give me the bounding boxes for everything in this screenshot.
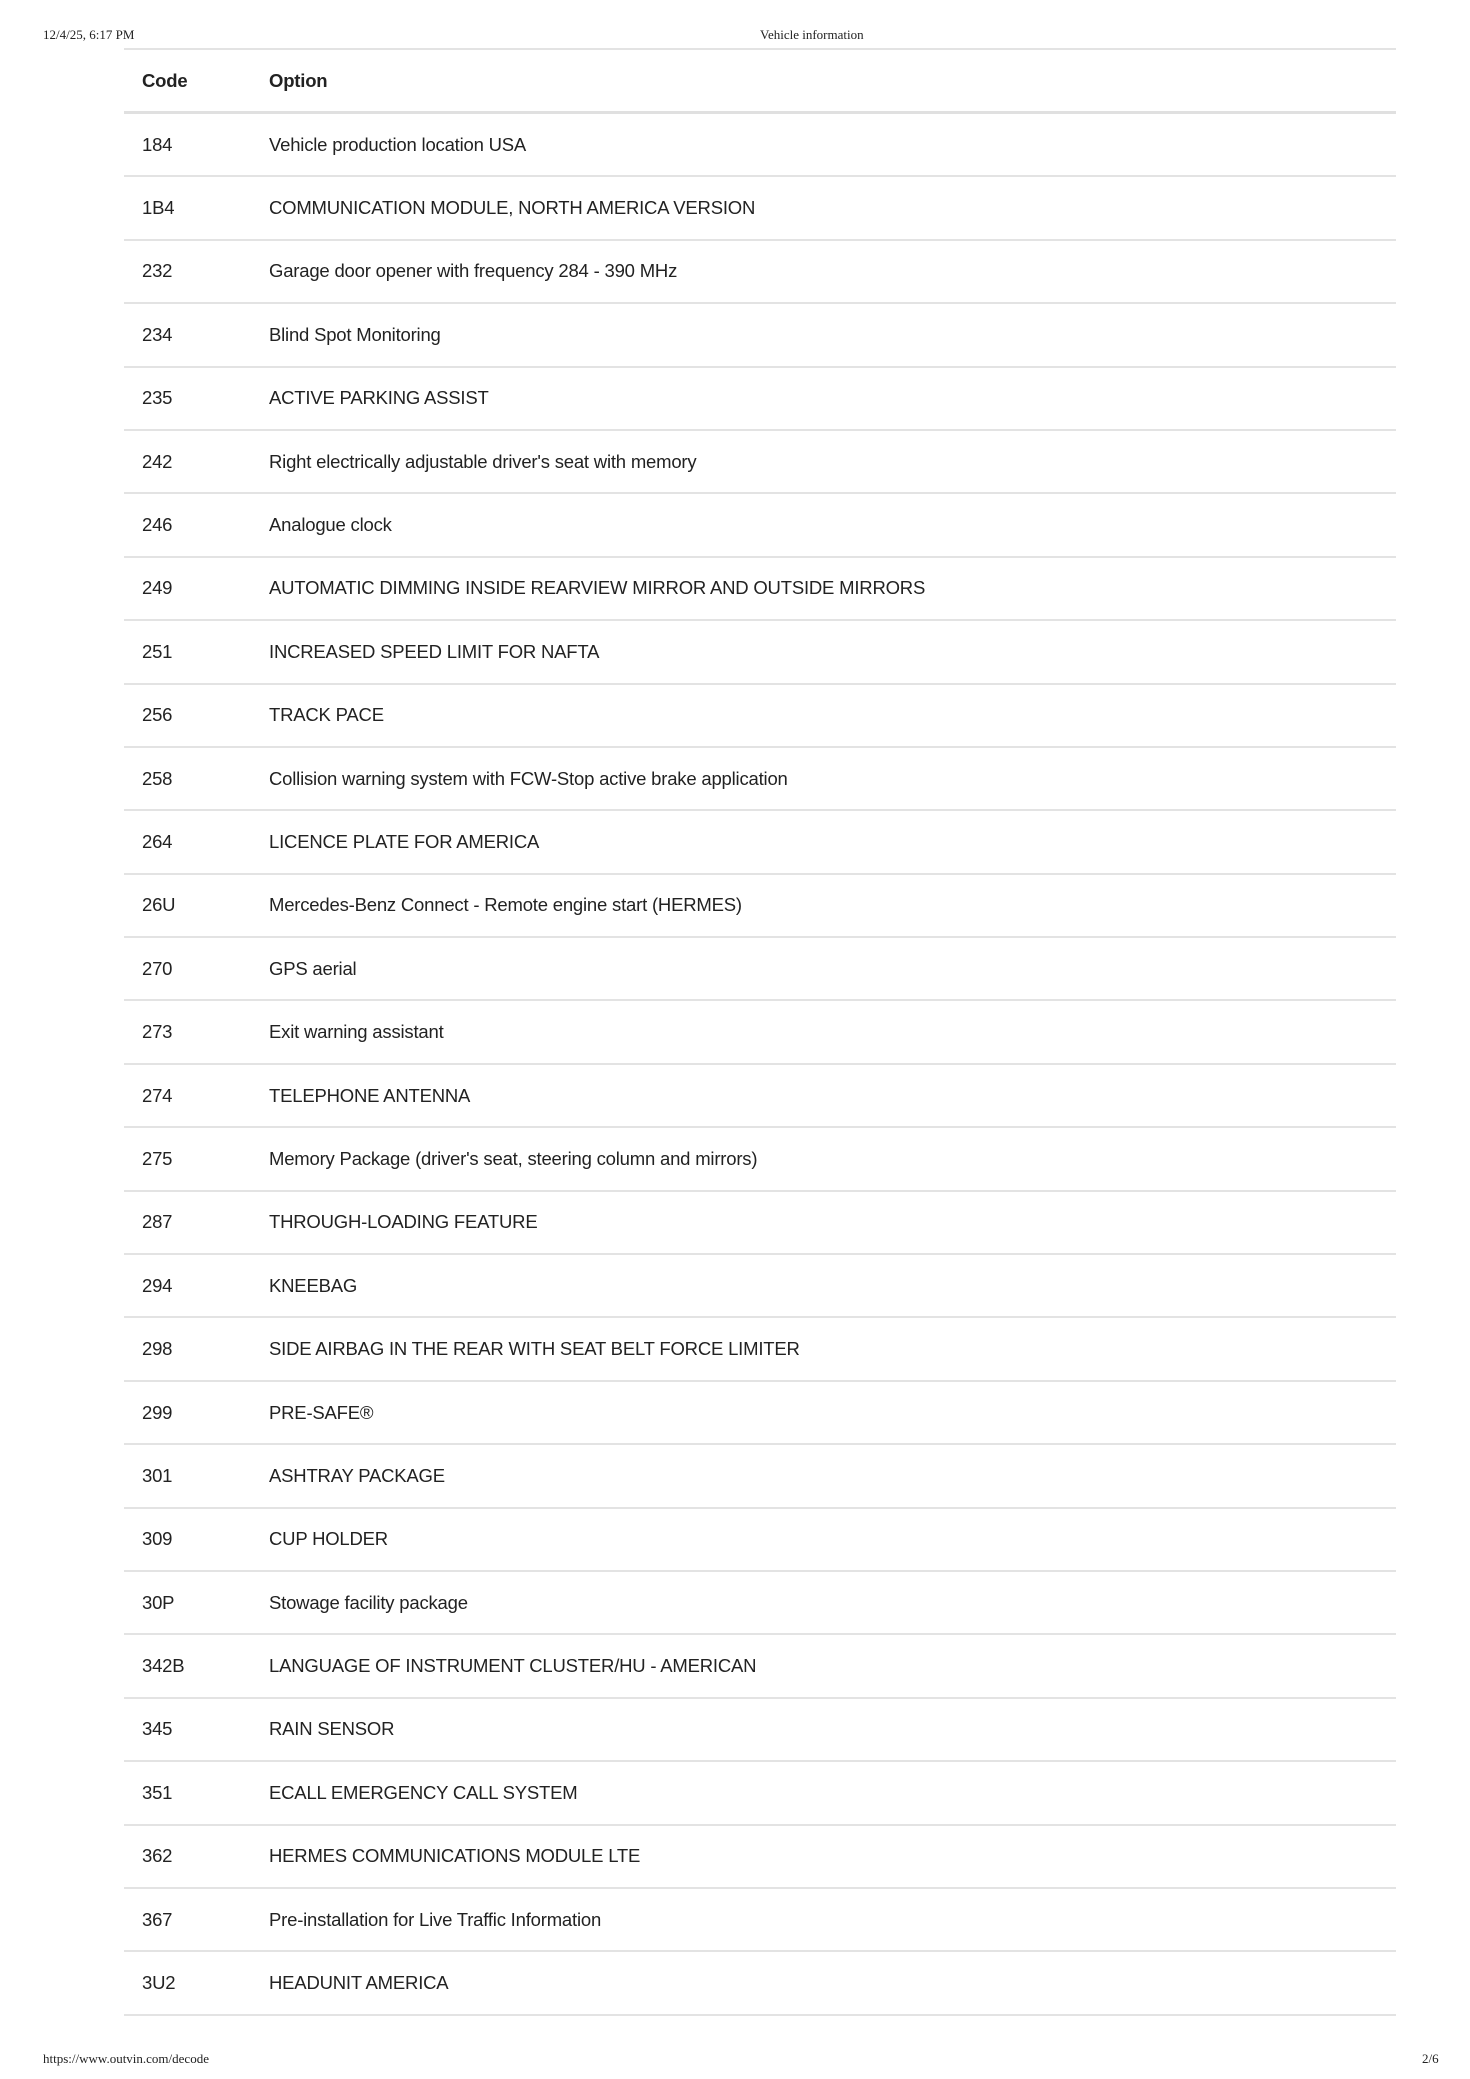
column-header-code: Code [142, 69, 188, 91]
option-code: 256 [142, 704, 173, 726]
option-description: Blind Spot Monitoring [269, 323, 441, 345]
option-code: 342B [142, 1655, 185, 1677]
option-code: 235 [142, 387, 173, 409]
table-row [124, 241, 1396, 304]
table-row [124, 1889, 1396, 1952]
column-header-option: Option [269, 69, 328, 91]
option-description: ACTIVE PARKING ASSIST [269, 387, 489, 409]
option-code: 367 [142, 1908, 173, 1930]
option-code: 275 [142, 1147, 173, 1169]
option-description: TRACK PACE [269, 704, 384, 726]
option-code: 249 [142, 577, 173, 599]
option-code: 1B4 [142, 197, 175, 219]
table-row [124, 1382, 1396, 1445]
option-code: 246 [142, 514, 173, 536]
option-description: ASHTRAY PACKAGE [269, 1464, 445, 1486]
option-description: COMMUNICATION MODULE, NORTH AMERICA VERSION [269, 197, 756, 219]
table-row [124, 1065, 1396, 1128]
table-header-row [124, 50, 1396, 114]
option-description: LICENCE PLATE FOR AMERICA [269, 830, 540, 852]
table-row [124, 1952, 1396, 2015]
option-code: 301 [142, 1464, 173, 1486]
option-code: 362 [142, 1845, 173, 1867]
table-row [124, 1572, 1396, 1635]
table-row [124, 1128, 1396, 1191]
option-description: Mercedes-Benz Connect - Remote engine start (HERMES) [269, 894, 742, 916]
option-description: HEADUNIT AMERICA [269, 1972, 449, 1994]
option-description: Garage door opener with frequency 284 - 390 MHz [269, 260, 678, 282]
option-description: PRE-SAFE® [269, 1401, 374, 1423]
table-row [124, 1762, 1396, 1825]
option-code: 270 [142, 957, 173, 979]
page-url: https://www.outvin.com/decode [43, 2051, 209, 2066]
option-description: Exit warning assistant [269, 1021, 444, 1043]
option-description: GPS aerial [269, 957, 357, 979]
option-code: 351 [142, 1781, 173, 1803]
option-description: Analogue clock [269, 514, 392, 536]
option-code: 251 [142, 640, 173, 662]
table-row [124, 368, 1396, 431]
table-row [124, 1699, 1396, 1762]
option-description: Pre-installation for Live Traffic Information [269, 1908, 602, 1930]
option-description: SIDE AIRBAG IN THE REAR WITH SEAT BELT FORCE LIMITER [269, 1338, 800, 1360]
option-code: 309 [142, 1528, 173, 1550]
table-row [124, 938, 1396, 1001]
table-row [124, 1192, 1396, 1255]
table-row [124, 431, 1396, 494]
option-description: Vehicle production location USA [269, 133, 527, 155]
option-code: 30P [142, 1591, 175, 1613]
table-row [124, 1445, 1396, 1508]
option-code: 258 [142, 767, 173, 789]
option-description: RAIN SENSOR [269, 1718, 395, 1740]
option-description: CUP HOLDER [269, 1528, 388, 1550]
option-code: 264 [142, 830, 173, 852]
table-row [124, 114, 1396, 177]
table-row [124, 558, 1396, 621]
page-title: Vehicle information [760, 27, 864, 42]
table-row [124, 748, 1396, 811]
table-row [124, 685, 1396, 748]
option-code: 273 [142, 1021, 173, 1043]
option-description: Stowage facility package [269, 1591, 468, 1613]
print-date: 12/4/25, 6:17 PM [43, 27, 135, 42]
option-description: Memory Package (driver's seat, steering column and mirrors) [269, 1147, 758, 1169]
option-code: 232 [142, 260, 173, 282]
option-code: 345 [142, 1718, 173, 1740]
option-description: KNEEBAG [269, 1274, 358, 1296]
table-row [124, 1001, 1396, 1064]
options-table [124, 48, 1396, 2016]
table-row [124, 811, 1396, 874]
page-number: 2/6 [1422, 2051, 1439, 2066]
table-row [124, 1635, 1396, 1698]
option-code: 287 [142, 1211, 173, 1233]
option-code: 184 [142, 133, 173, 155]
option-code: 274 [142, 1084, 173, 1106]
option-description: INCREASED SPEED LIMIT FOR NAFTA [269, 640, 600, 662]
table-row [124, 875, 1396, 938]
option-code: 298 [142, 1338, 173, 1360]
option-description: LANGUAGE OF INSTRUMENT CLUSTER/HU - AMERICAN [269, 1655, 757, 1677]
table-row [124, 1255, 1396, 1318]
option-code: 299 [142, 1401, 173, 1423]
table-row [124, 177, 1396, 240]
table-row [124, 1318, 1396, 1381]
option-code: 3U2 [142, 1972, 176, 1994]
option-code: 26U [142, 894, 176, 916]
option-description: TELEPHONE ANTENNA [269, 1084, 471, 1106]
option-description: Collision warning system with FCW-Stop active brake application [269, 767, 788, 789]
option-code: 234 [142, 323, 173, 345]
table-row [124, 1509, 1396, 1572]
option-description: AUTOMATIC DIMMING INSIDE REARVIEW MIRROR AND OUTSIDE MIRRORS [269, 577, 926, 599]
option-code: 294 [142, 1274, 173, 1296]
option-description: THROUGH-LOADING FEATURE [269, 1211, 538, 1233]
option-description: ECALL EMERGENCY CALL SYSTEM [269, 1781, 578, 1803]
option-code: 242 [142, 450, 173, 472]
table-row [124, 1826, 1396, 1889]
table-row [124, 304, 1396, 367]
table-row [124, 621, 1396, 684]
table-row [124, 494, 1396, 557]
option-description: HERMES COMMUNICATIONS MODULE LTE [269, 1845, 641, 1867]
option-description: Right electrically adjustable driver's seat with memory [269, 450, 697, 472]
